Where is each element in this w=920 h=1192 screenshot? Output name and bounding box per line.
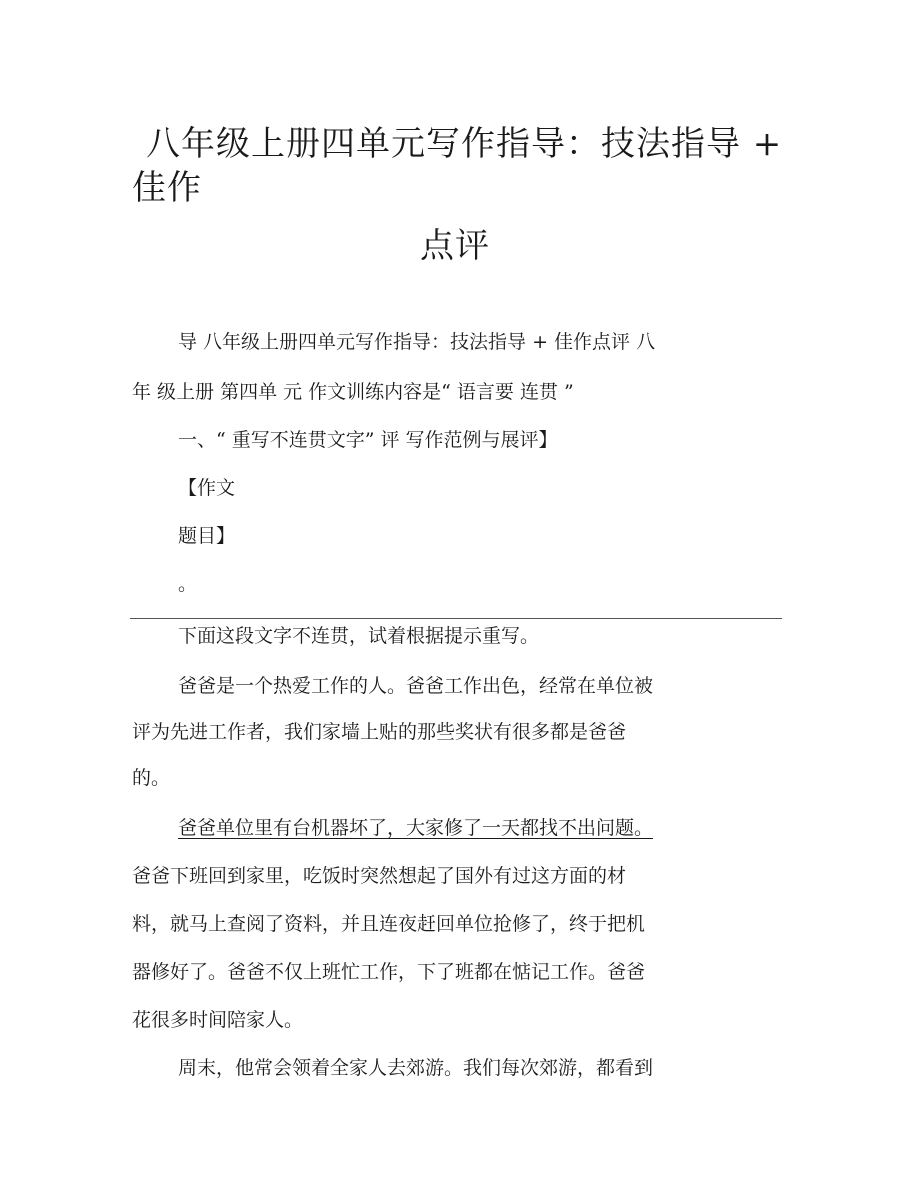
body-paragraph-3-line-4: 器修好了。爸爸不仅上班忙工作，下了班都在惦记工作。爸爸 (132, 961, 646, 983)
body-paragraph-3-line-3: 料，就马上查阅了资料，并且连夜赶回单位抢修了，终于把机 (132, 913, 646, 935)
body-paragraph-2-line-3: 的。 (132, 767, 171, 789)
body-paragraph-4-line-1: 周末，他常会领着全家人去郊游。我们每次郊游，都看到 (178, 1057, 654, 1079)
body-paragraph-3-line-2: 爸爸下班回到家里，吃饭时突然想起了国外有过这方面的材 (132, 865, 627, 887)
body-paragraph-2-line-2: 评为先进工作者，我们家墙上贴的那些奖状有很多都是爸爸 (132, 721, 627, 743)
body-paragraph-2-line-1: 爸爸是一个热爱工作的人。爸爸工作出色，经常在单位被 (178, 675, 654, 697)
intro-line-4: 【作文 (178, 477, 236, 499)
body-paragraph-1: 下面这段文字不连贯，试着根据提示重写。 (178, 625, 540, 647)
body-paragraph-3-line-1: 爸爸单位里有台机器坏了，大家修了一天都找不出问题。 (178, 817, 654, 839)
horizontal-divider (130, 618, 782, 619)
intro-line-2: 年 级上册 第四单 元 作文训练内容是“ 语言要 连贯 ” (132, 381, 574, 403)
document-title-line-1: 八年级上册四单元写作指导：技法指导 + (146, 124, 783, 164)
body-paragraph-3-line-5: 花很多时间陪家人。 (132, 1009, 304, 1031)
intro-line-3: 一、“ 重写不连贯文字” 评 写作范例与展评】 (178, 429, 558, 451)
intro-line-6: 。 (178, 573, 198, 595)
intro-line-1: 导 八年级上册四单元写作指导：技法指导 + 佳作点评 八 (178, 331, 656, 353)
document-title-line-2: 佳作 (132, 168, 202, 208)
document-title-line-3: 点评 (420, 226, 490, 266)
intro-line-5: 题目】 (178, 525, 236, 547)
